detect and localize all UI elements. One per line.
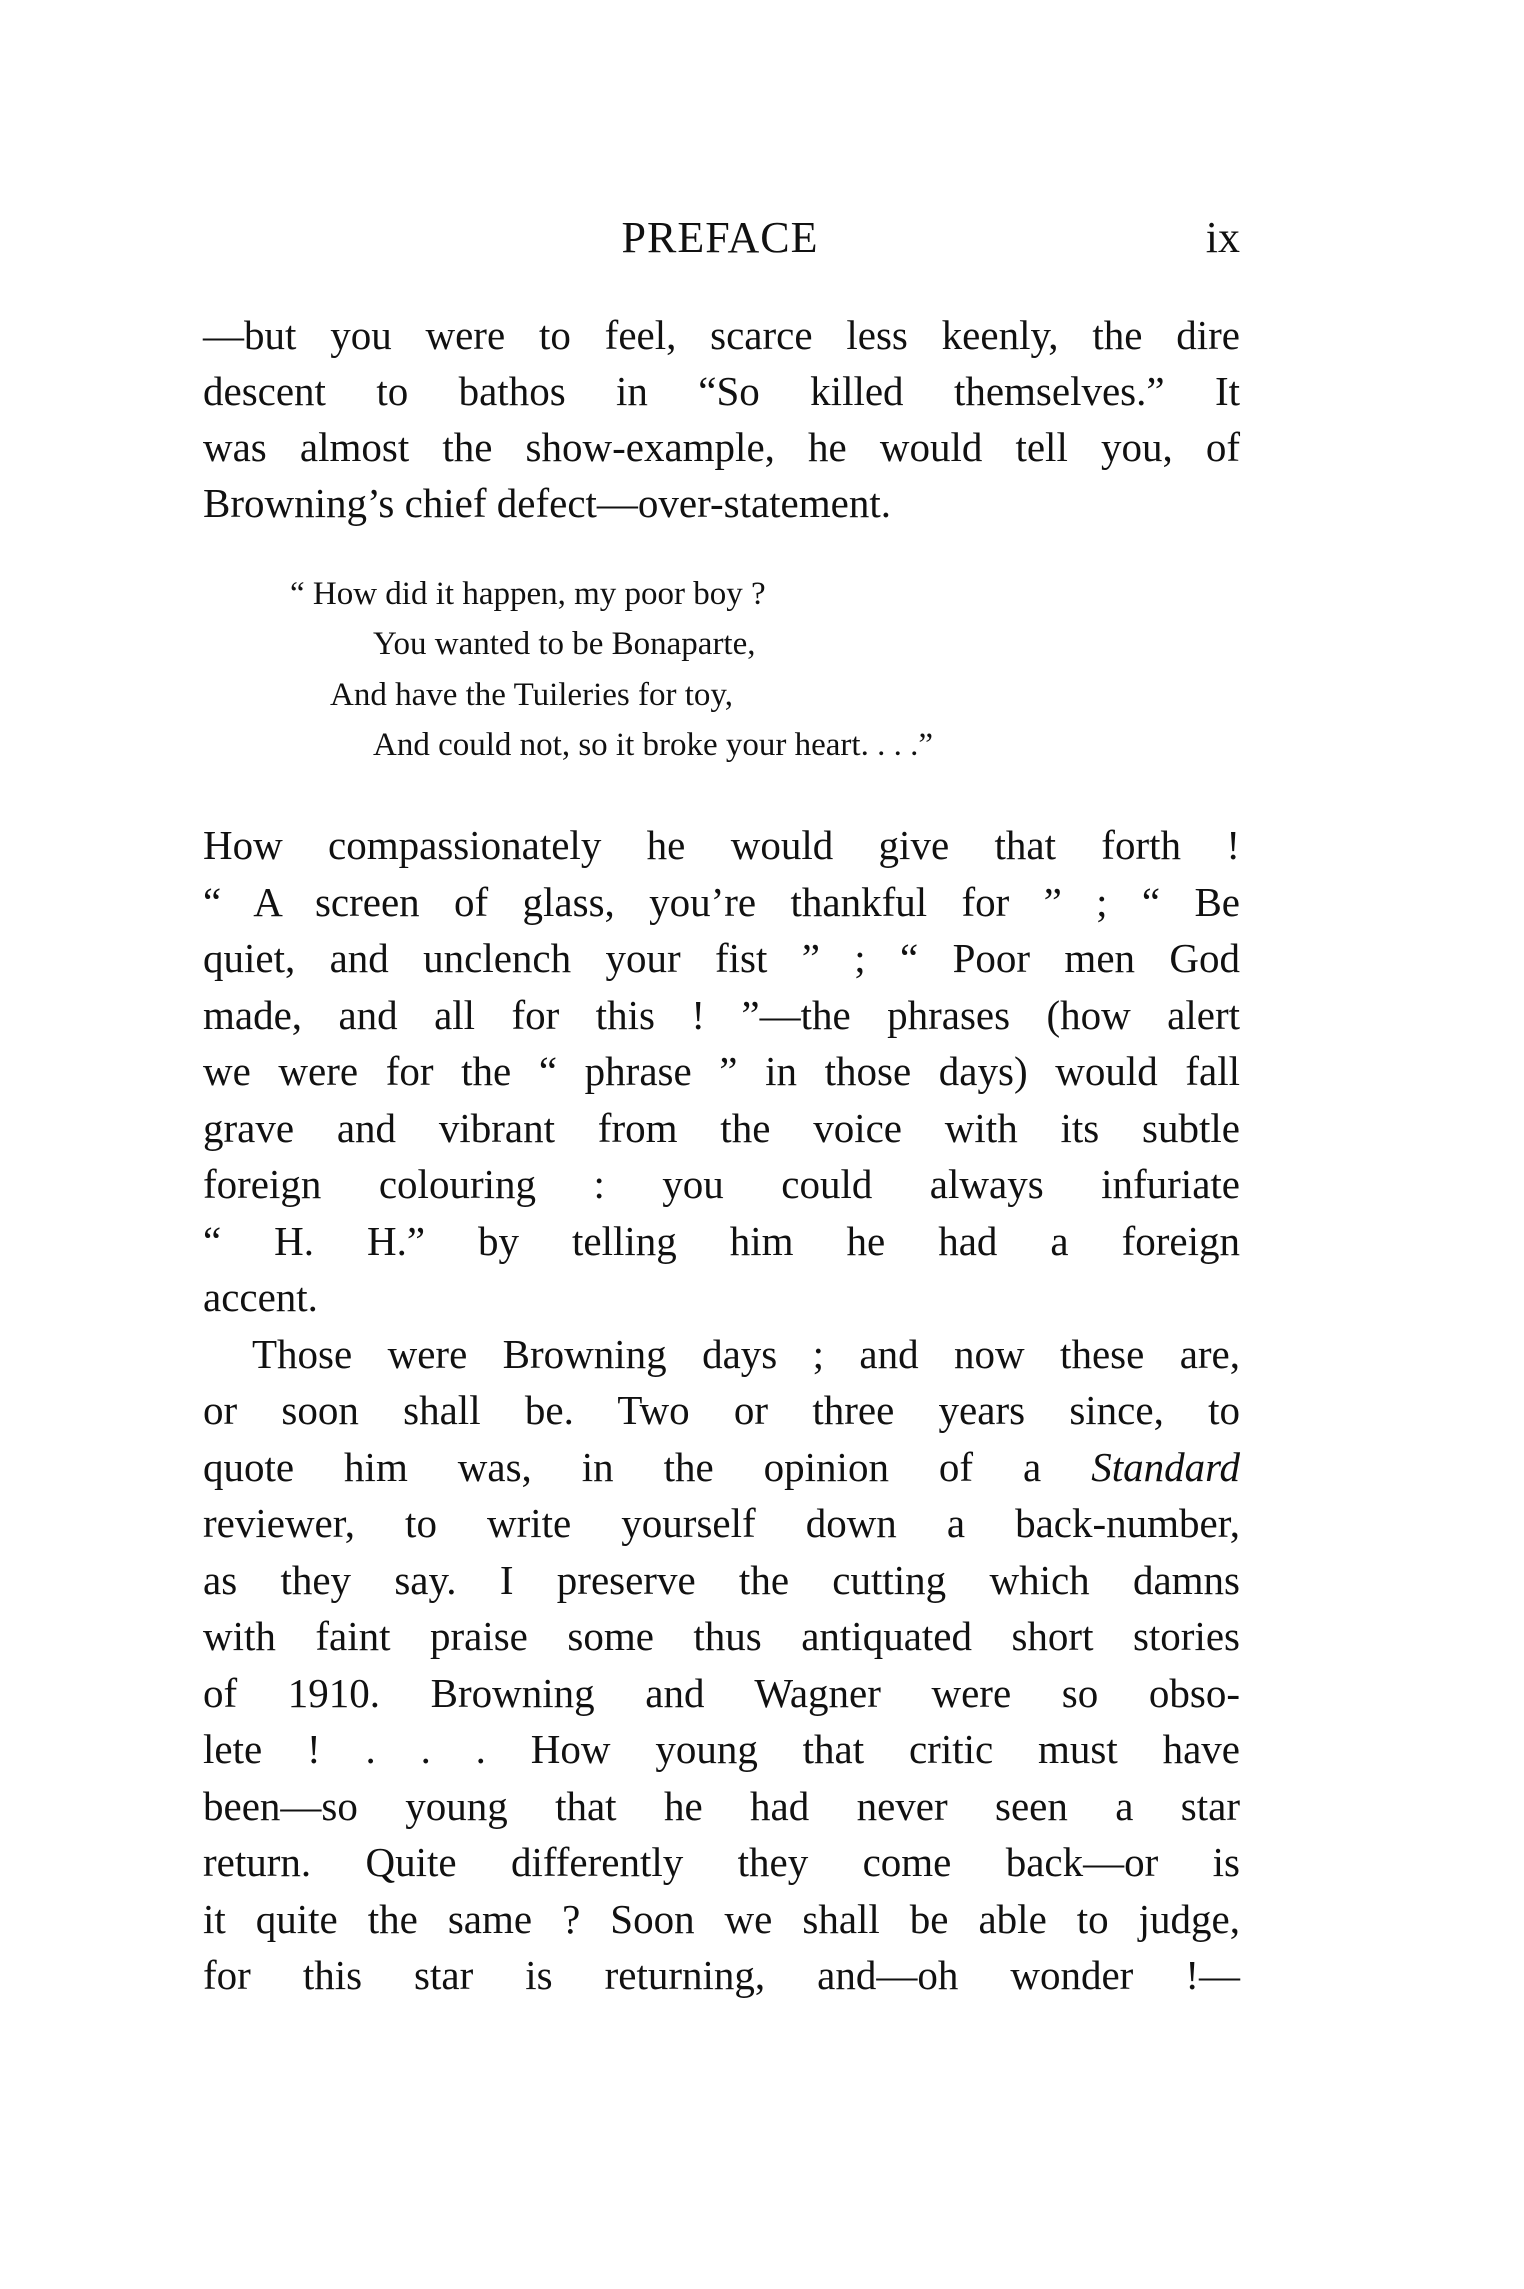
- text-line: Those were Browning days ; and now these are,: [252, 1331, 1240, 1377]
- verse-line: You wanted to be Bonaparte,: [373, 626, 756, 662]
- text-line: for this star is returning, and—oh wonder !—: [203, 1952, 1240, 1998]
- text-line: How compassionately he would give that forth !: [203, 822, 1240, 868]
- text-line: was almost the show-example, he would tell you, of: [203, 424, 1240, 470]
- page-number: ix: [1205, 213, 1240, 262]
- text-line: “ A screen of glass, you’re thankful for ” ; “ Be: [203, 879, 1240, 925]
- running-header: PREFACE: [621, 213, 819, 262]
- text-line: been—so young that he had never seen a star: [203, 1783, 1240, 1829]
- verse-line: “ How did it happen, my poor boy ?: [290, 576, 766, 612]
- text-line: lete ! . . . How young that critic must have: [203, 1726, 1240, 1772]
- text-line: or soon shall be. Two or three years since, to: [203, 1387, 1240, 1433]
- text-line: of 1910. Browning and Wagner were so obso-: [203, 1670, 1240, 1716]
- text-line: it quite the same ? Soon we shall be able to judge,: [203, 1896, 1240, 1942]
- text-line: with faint praise some thus antiquated short stories: [203, 1613, 1240, 1659]
- text-line: [203, 1439, 1240, 1495]
- text-line: as they say. I preserve the cutting which damns: [203, 1557, 1240, 1603]
- text-line: quiet, and unclench your fist ” ; “ Poor men God: [203, 935, 1240, 981]
- verse-line: And could not, so it broke your heart. . . .”: [373, 727, 933, 763]
- text-line: foreign colouring : you could always infuriate: [203, 1161, 1240, 1207]
- italic-title: Standard: [1091, 1444, 1241, 1490]
- text-line: Browning’s chief defect—over-statement.: [203, 480, 891, 526]
- text-line: grave and vibrant from the voice with its subtle: [203, 1105, 1240, 1151]
- text-line: we were for the “ phrase ” in those days) would fall: [203, 1048, 1240, 1094]
- text-line: made, and all for this ! ”—the phrases (how alert: [203, 992, 1240, 1038]
- text-line: —but you were to feel, scarce less keenly, the dire: [203, 312, 1240, 358]
- text-line: return. Quite differently they come back—or is: [203, 1839, 1240, 1885]
- text-line: reviewer, to write yourself down a back-number,: [203, 1500, 1240, 1546]
- text-line: “ H. H.” by telling him he had a foreign: [203, 1218, 1240, 1264]
- text-line: accent.: [203, 1274, 318, 1320]
- verse-line: And have the Tuileries for toy,: [330, 677, 733, 713]
- text-span: quote him was, in the opinion of a: [203, 1444, 1042, 1490]
- text-line: descent to bathos in “So killed themselves.” It: [203, 368, 1240, 414]
